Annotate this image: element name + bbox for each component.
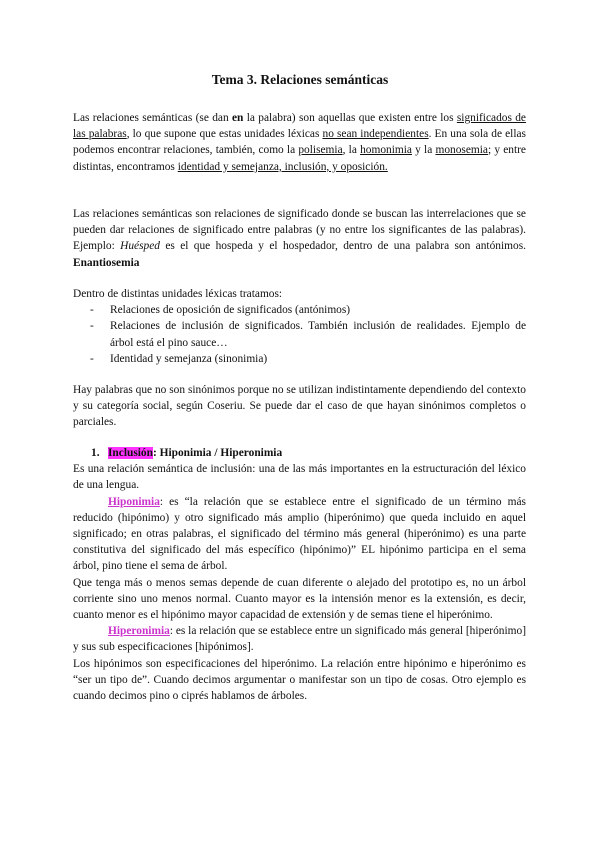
underlined-phrase: monosemia [435, 144, 488, 157]
units-paragraph [73, 286, 526, 367]
underlined-phrase: polisemia [298, 144, 343, 157]
text-run: . En una sola de ellas podemos encontrar relaciones, también, como la [73, 128, 526, 157]
definition-paragraph [73, 206, 526, 271]
bold-word: en [232, 112, 244, 124]
hiponimia-term: Hiponimia [108, 495, 160, 508]
list-item: - Relaciones de inclusión de significados. También inclusión de realidades. Ejemplo de árbol está el pino sauce… [73, 318, 526, 350]
hiperonimia-term: Hiperonimia [108, 625, 170, 638]
list-item: - Relaciones de oposición de significados (antónimos) [73, 302, 526, 318]
section-heading [73, 445, 526, 461]
text-run: Las relaciones semánticas son relaciones de significado donde se buscan las interrelaciones que se pueden dar relaciones de significado entre palabras (y no entre los significantes de las palabras). Ejemplo: [73, 208, 526, 253]
underlined-phrase: identidad y semejanza, inclusión, y oposición. [177, 160, 388, 173]
list-item: - Identidad y semejanza (sinonimia) [73, 351, 526, 367]
highlighted-term: Inclusión [108, 447, 153, 459]
text-run: , la [342, 144, 361, 157]
synonym-paragraph: Hay palabras que no son sinónimos porque no se utilizan indistintamente dependiendo del contexto y su categoría social, según Coseriu. Se puede dar el caso de que hayan sinónimos completos o parciales. [73, 384, 526, 429]
underlined-phrase: significados de las palabras [73, 112, 526, 141]
list-intro: Dentro de distintas unidades léxicas tratamos: [73, 288, 283, 300]
text-run: y la [411, 144, 436, 157]
italic-example: Huésped [120, 240, 160, 253]
dash-list [73, 302, 526, 367]
intro-paragraph [73, 110, 526, 175]
text-run: : es la relación que se establece entre un significado más general [hiperónimo] y sus sub especificaciones [hipónimos]. [73, 625, 526, 654]
text-run: Las relaciones semánticas (se dan [73, 112, 232, 124]
text-run: , lo que supone que estas unidades léxicas [126, 128, 323, 141]
page-title: Tema 3. Relaciones semánticas [211, 72, 389, 87]
hiponimia-paragraph [73, 494, 526, 575]
section-paragraph: Es una relación semántica de inclusión: una de las más importantes en la estructuración del léxico de una lengua. [73, 463, 526, 492]
underlined-phrase: homonimia [360, 144, 412, 157]
section-inclusion [73, 445, 526, 704]
bold-term: Enantiosemia [73, 256, 140, 269]
section-paragraph: Que tenga más o menos semas depende de cuan diferente o alejado del prototipo es, no un árbol corriente sino uno menos normal. Cuanto mayor es la intensión menor es la extensión, es decir, cuanto menor es el hipónimo mayor capacidad de extensión y de semas tiene el hiperónimo. [73, 576, 526, 622]
section-paragraph: Los hipónimos son especificaciones del hiperónimo. La relación entre hipónimo e hiperónimo es “ser un tipo de”. Cuando decimos argumentar o manifestar son un tipo de cosas. Otro ejemplo es cuando decimos pino o ciprés hablamos de árboles. [73, 657, 526, 703]
text-run: es el que hospeda y el hospedador, dentro de una palabra son antónimos. [159, 240, 526, 253]
text-run: : es “la relación que se establece entre el significado de un término más reducido (hipónimo) y otro significado más amplio (hiperónimo) que queda incluido en aquel significado; en otras palabras, el significado del término más general (hiperónimo) es una parte constitutiva del significado del más específico (hipónimo)” EL hipónimo participa en el sema árbol, pino tiene el sema de árbol. [73, 495, 526, 573]
text-run: la palabra) son aquellas que existen entre los [243, 112, 457, 124]
text-run: ; y entre distintas, encontramos [73, 144, 526, 173]
section-number: 1. [91, 447, 100, 459]
hiperonimia-paragraph [73, 623, 526, 655]
heading-text: : Hiponimia / Hiperonimia [152, 447, 283, 459]
underlined-phrase: no sean independientes [322, 128, 429, 141]
